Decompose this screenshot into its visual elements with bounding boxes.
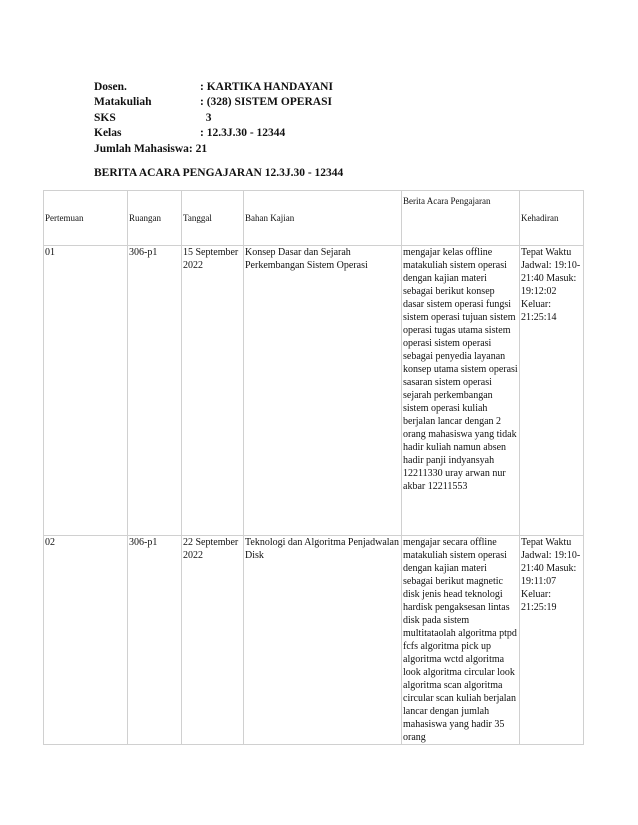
course-info-header [94, 80, 333, 157]
sks-row [94, 111, 333, 126]
cell-berita-acara: mengajar secara offline matakuliah sistem operasi dengan kajian materi sebagai berikut magnetic disk jenis head teknologi hardisk pengaksesan lintas disk pada sistem multitataolah algoritma ptpd fcfs algoritma pick up algoritma wctd algoritma look algoritma circular look algoritma scan algoritma circular scan kuliah berjalan lancar dengan jumlah mahasiswa yang hadir 35 orang [402, 536, 520, 745]
cell-tanggal: 22 September 2022 [182, 536, 244, 745]
dosen-value: : KARTIKA HANDAYANI [200, 81, 333, 93]
cell-pertemuan: 01 [44, 246, 128, 536]
column-header-tanggal: Tanggal [182, 191, 244, 246]
table-row [44, 246, 584, 536]
jumlah-label: Jumlah Mahasiswa [94, 142, 189, 155]
kelas-label: Kelas [94, 127, 122, 140]
kelas-row [94, 126, 333, 141]
column-header-ruangan: Ruangan [128, 191, 182, 246]
column-header-kehadiran: Kehadiran [520, 191, 584, 246]
jumlah-value: : 21 [188, 142, 208, 155]
cell-berita-acara: mengajar kelas offline matakuliah sistem operasi dengan kajian materi sebagai berikut konsep dasar sistem operasi fungsi sistem operasi tujuan sistem operasi tugas utama sistem operasi sistem operasi sebagai penyedia layanan konsep utama sistem operasi sasaran sistem operasi sejarah perkembangan sistem operasi kuliah berjalan lancar dengan 2 orang mahasiswa yang tidak hadir kuliah namun absen hadir panji indyansyah 12211330 uray arwan nur akbar 12211553 [402, 246, 520, 536]
matakuliah-row [94, 95, 333, 110]
cell-bahan-kajian: Konsep Dasar dan Sejarah Perkembangan Sistem Operasi [244, 246, 402, 536]
table-row [44, 536, 584, 745]
cell-pertemuan: 02 [44, 536, 128, 745]
berita-acara-table [43, 190, 584, 745]
cell-kehadiran: Tepat Waktu Jadwal: 19:10-21:40 Masuk: 19:12:02 Keluar: 21:25:14 [520, 246, 584, 536]
cell-ruangan: 306-p1 [128, 536, 182, 745]
cell-kehadiran: Tepat Waktu Jadwal: 19:10-21:40 Masuk: 19:11:07 Keluar: 21:25:19 [520, 536, 584, 745]
column-header-berita-acara: Berita Acara Pengajaran [402, 191, 520, 246]
matakuliah-value: : (328) SISTEM OPERASI [200, 96, 332, 109]
page-title: BERITA ACARA PENGAJARAN 12.3J.30 - 12344 [94, 167, 344, 179]
matakuliah-label: Matakuliah [94, 96, 152, 109]
jumlah-row [94, 142, 333, 157]
sks-value: 3 [200, 111, 212, 124]
dosen-row [94, 80, 333, 95]
dosen-label: Dosen. [94, 81, 127, 93]
column-header-pertemuan: Pertemuan [44, 191, 128, 246]
cell-bahan-kajian: Teknologi dan Algoritma Penjadwalan Disk [244, 536, 402, 745]
column-header-bahan-kajian: Bahan Kajian [244, 191, 402, 246]
sks-label: SKS [94, 111, 116, 124]
kelas-value: : 12.3J.30 - 12344 [200, 127, 286, 140]
table-header-row [44, 191, 584, 246]
cell-tanggal: 15 September 2022 [182, 246, 244, 536]
cell-ruangan: 306-p1 [128, 246, 182, 536]
